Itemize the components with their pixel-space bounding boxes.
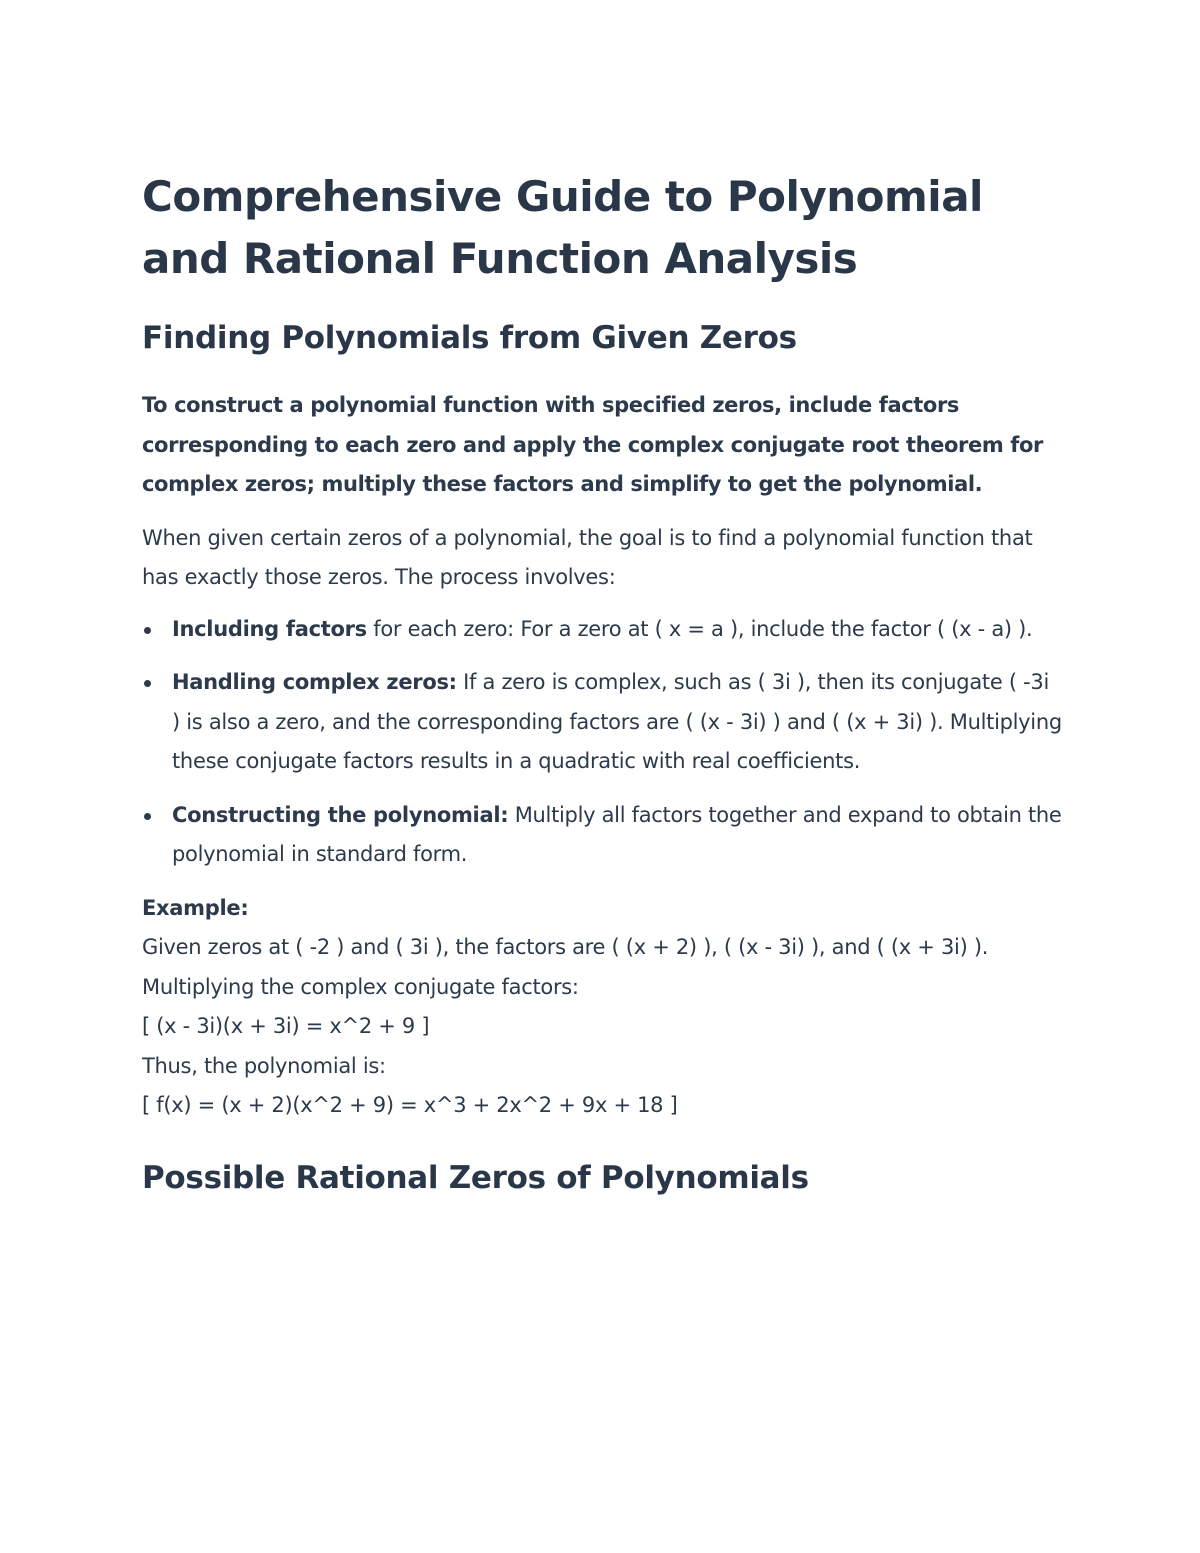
process-list <box>142 610 1062 875</box>
list-item <box>142 663 1062 782</box>
example-equation: [ f(x) = (x + 2)(x^2 + 9) = x^3 + 2x^2 + 9x + 18 ] <box>142 1093 678 1117</box>
section-heading-finding-polynomials: Finding Polynomials from Given Zeros <box>142 320 797 356</box>
bullet-icon <box>144 680 151 687</box>
example-block <box>142 889 1062 1126</box>
document-page <box>142 166 1062 1226</box>
example-line: Thus, the polynomial is: <box>142 1053 386 1078</box>
section-intro: When given certain zeros of a polynomial, the goal is to find a polynomial function that has exactly those zeros. The process involves: <box>142 525 1033 589</box>
bullet-icon <box>144 627 151 634</box>
list-item-label: Constructing the polynomial: <box>172 802 509 827</box>
list-item-text: If a zero is complex, such as ( 3i ), then its conjugate ( -3i ) is also a zero, and the corresponding factors are ( (x - 3i) ) and ( (x + 3i) ). Multiplying these conjugate factors results in a quadratic with real coefficients. <box>172 670 1062 773</box>
example-line: Given zeros at ( -2 ) and ( 3i ), the factors are ( (x + 2) ), ( (x - 3i) ), and ( (x + 3i) ). <box>142 935 989 959</box>
bullet-icon <box>144 813 151 820</box>
list-item-label: Handling complex zeros: <box>172 670 457 694</box>
example-label: Example: <box>142 895 249 920</box>
list-item-text: for each zero: For a zero at ( x = a ), include the factor ( (x - a) ). <box>366 616 1033 641</box>
list-item-label: Including factors <box>172 616 367 641</box>
section-summary: To construct a polynomial function with specified zeros, include factors corresponding to each zero and apply the complex conjugate root theorem for complex zeros; multiply these factors and simplify to get the polynomial. <box>142 393 1043 496</box>
list-item <box>142 610 1062 650</box>
example-line: Multiplying the complex conjugate factors: <box>142 974 579 999</box>
example-equation: [ (x - 3i)(x + 3i) = x^2 + 9 ] <box>142 1014 430 1038</box>
list-item-text: Multiply all factors together and expand to obtain the polynomial in standard form. <box>172 802 1062 866</box>
section-heading-rational-zeros: Possible Rational Zeros of Polynomials <box>142 1159 809 1196</box>
list-item <box>142 796 1062 875</box>
document-title: Comprehensive Guide to Polynomial and Rational Function Analysis <box>142 172 983 283</box>
